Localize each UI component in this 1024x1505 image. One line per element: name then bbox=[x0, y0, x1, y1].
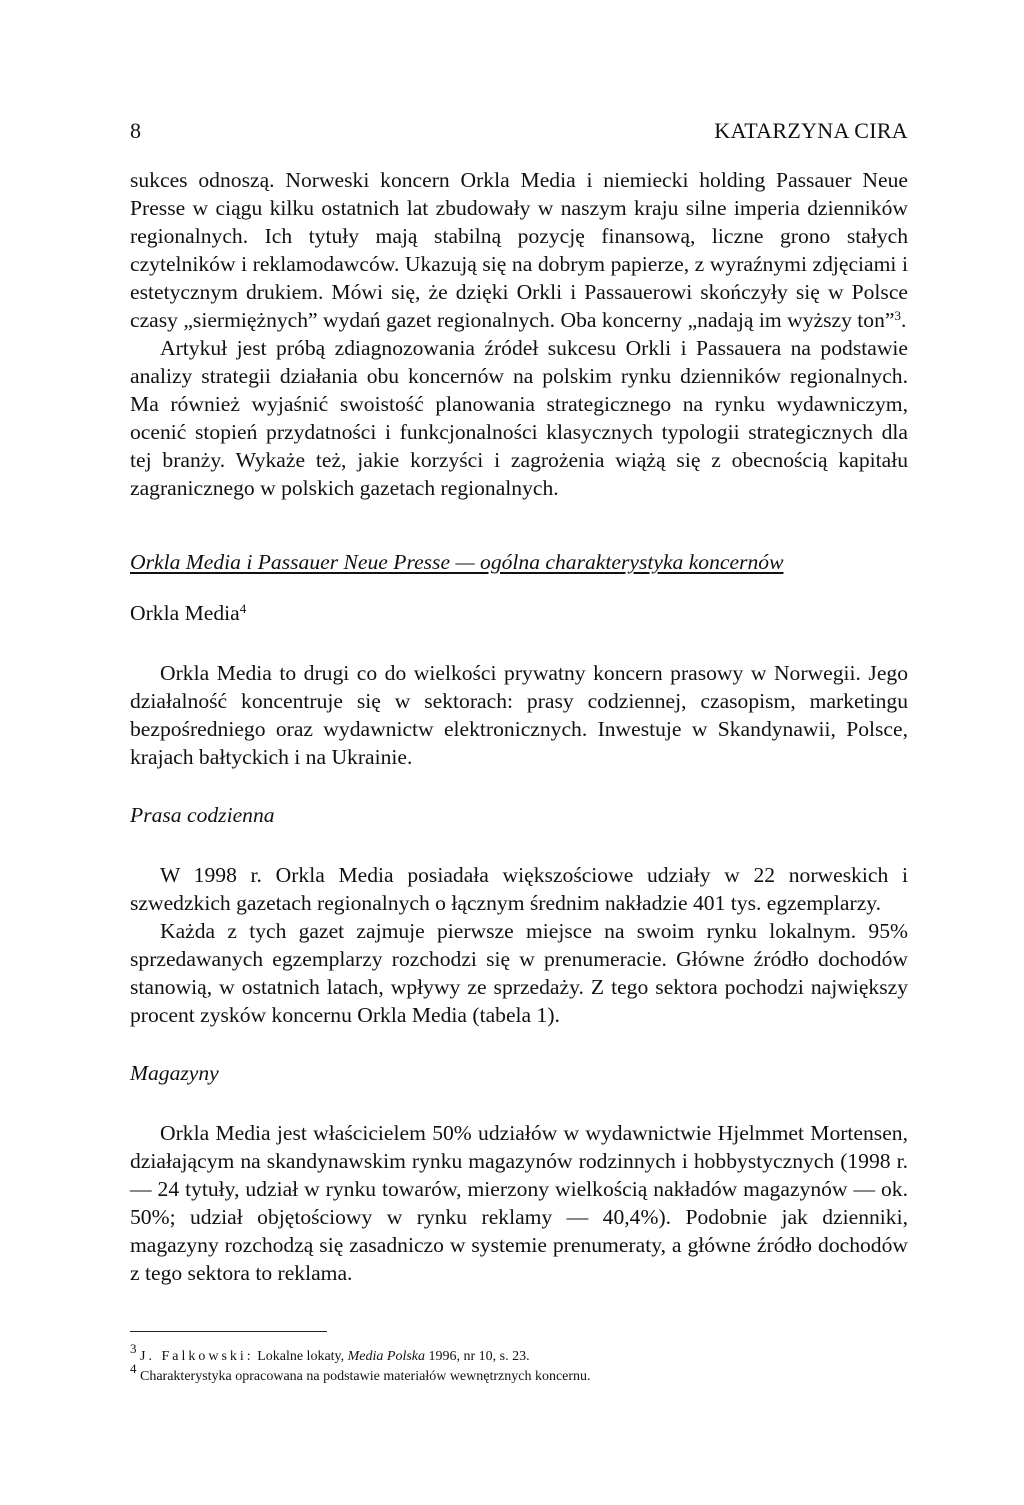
footnote-4-text: Charakterystyka opracowana na podstawie materiałów wewnętrznych koncernu. bbox=[136, 1369, 591, 1384]
footnote-4 bbox=[130, 1361, 908, 1387]
footnote-divider bbox=[130, 1331, 327, 1332]
daily-press-paragraph-1: W 1998 r. Orkla Media posiadała większościowe udziały w 22 norweskich i szwedzkich gazetach regionalnych o łącznym średnim nakładzie 401 tys. egzemplarzy. bbox=[130, 863, 908, 915]
orkla-paragraph: Orkla Media to drugi co do wielkości prywatny koncern prasowy w Norwegii. Jego działalność koncentruje się w sektorach: prasy codziennej, czasopism, marketingu bezpośredniego oraz wydawnictw elektronicznych. Inwestuje w Skandynawii, Polsce, krajach bałtyckich i na Ukrainie. bbox=[130, 661, 908, 769]
running-head-author: KATARZYNA CIRA bbox=[714, 118, 908, 143]
footnote-ref-4: 4 bbox=[239, 601, 247, 616]
intro-paragraph-1-end: . bbox=[900, 308, 907, 332]
footnote-3-number: 3 bbox=[130, 1341, 137, 1356]
subsection-title bbox=[130, 599, 908, 627]
page-header bbox=[130, 118, 908, 148]
section-title: Orkla Media i Passauer Neue Presse — ogólna charakterystyka koncernów bbox=[130, 550, 784, 574]
footnote-3-source: Media Polska bbox=[347, 1349, 426, 1364]
magazines-heading: Magazyny bbox=[130, 1061, 219, 1085]
intro-paragraph-1 bbox=[130, 166, 908, 334]
footnote-3-text: Lokalne lokaty, bbox=[253, 1349, 348, 1364]
intro-paragraph-1-text: sukces odnoszą. Norweski koncern Orkla Media i niemiecki holding Passauer Neue Presse w ciągu kilku ostatnich lat zbudowały w naszym kraju silne imperia dzienników regionalnych. Ich tytuły mają stabilną pozycję finansową, liczne grono stałych czytelników i reklamodawców. Ukazują się na dobrym papierze, z wyraźnymi zdjęciami i estetycznym drukiem. Mówi się, że dzięki Orkli i Passauerowi skończyły się w Polsce czasy „siermiężnych” wydań gazet regionalnych. Oba koncerny „nadają im wyższy ton” bbox=[130, 168, 908, 332]
page-number: 8 bbox=[130, 118, 141, 143]
footnote-ref-3: 3 bbox=[894, 308, 901, 323]
magazines-paragraph: Orkla Media jest właścicielem 50% udziałów w wydawnictwie Hjelmmet Mortensen, działającym na skandynawskim rynku magazynów rodzinnych i hobbystycznych (1998 r. — 24 tytuły, udział w rynku towarów, mierzony wielkością nakładów magazynów — ok. 50%; udział objętościowy w rynku reklamy — 40,4%). Podobnie jak dzienniki, magazyny rozchodzą się zasadniczo w systemie prenumeraty, a główne źródło dochodów z tego sektora to reklama. bbox=[130, 1121, 908, 1285]
footnote-4-number: 4 bbox=[130, 1361, 137, 1376]
footnotes bbox=[130, 1341, 908, 1387]
footnote-3-author: J. Falkowski: bbox=[140, 1349, 254, 1364]
daily-press-heading: Prasa codzienna bbox=[130, 803, 275, 827]
intro-paragraph-2: Artykuł jest próbą zdiagnozowania źródeł sukcesu Orkli i Passauera na podstawie analizy strategii działania obu koncernów na polskim rynku dzienników regionalnych. Ma również wyjaśnić swoistość planowania strategicznego na rynku wydawniczym, ocenić stopień przydatności i funkcjonalności klasycznych typologii strategicznych dla tej branży. Wykaże też, jakie korzyści i zagrożenia wiążą się z obecnością kapitału zagranicznego w polskich gazetach regionalnych. bbox=[130, 336, 908, 500]
footnote-3-rest: 1996, nr 10, s. 23. bbox=[425, 1349, 530, 1364]
subsection-title-text: Orkla Media bbox=[130, 601, 240, 625]
footnote-3 bbox=[130, 1341, 908, 1367]
article-body bbox=[130, 166, 908, 1287]
daily-press-paragraph-2: Każda z tych gazet zajmuje pierwsze miejsce na swoim rynku lokalnym. 95% sprzedawanych egzemplarzy rozchodzi się w prenumeracie. Główne źródło dochodów stanowią, w ostatnich latach, wpływy ze sprzedaży. Z tego sektora pochodzi największy procent zysków koncernu Orkla Media (tabela 1). bbox=[130, 919, 908, 1027]
